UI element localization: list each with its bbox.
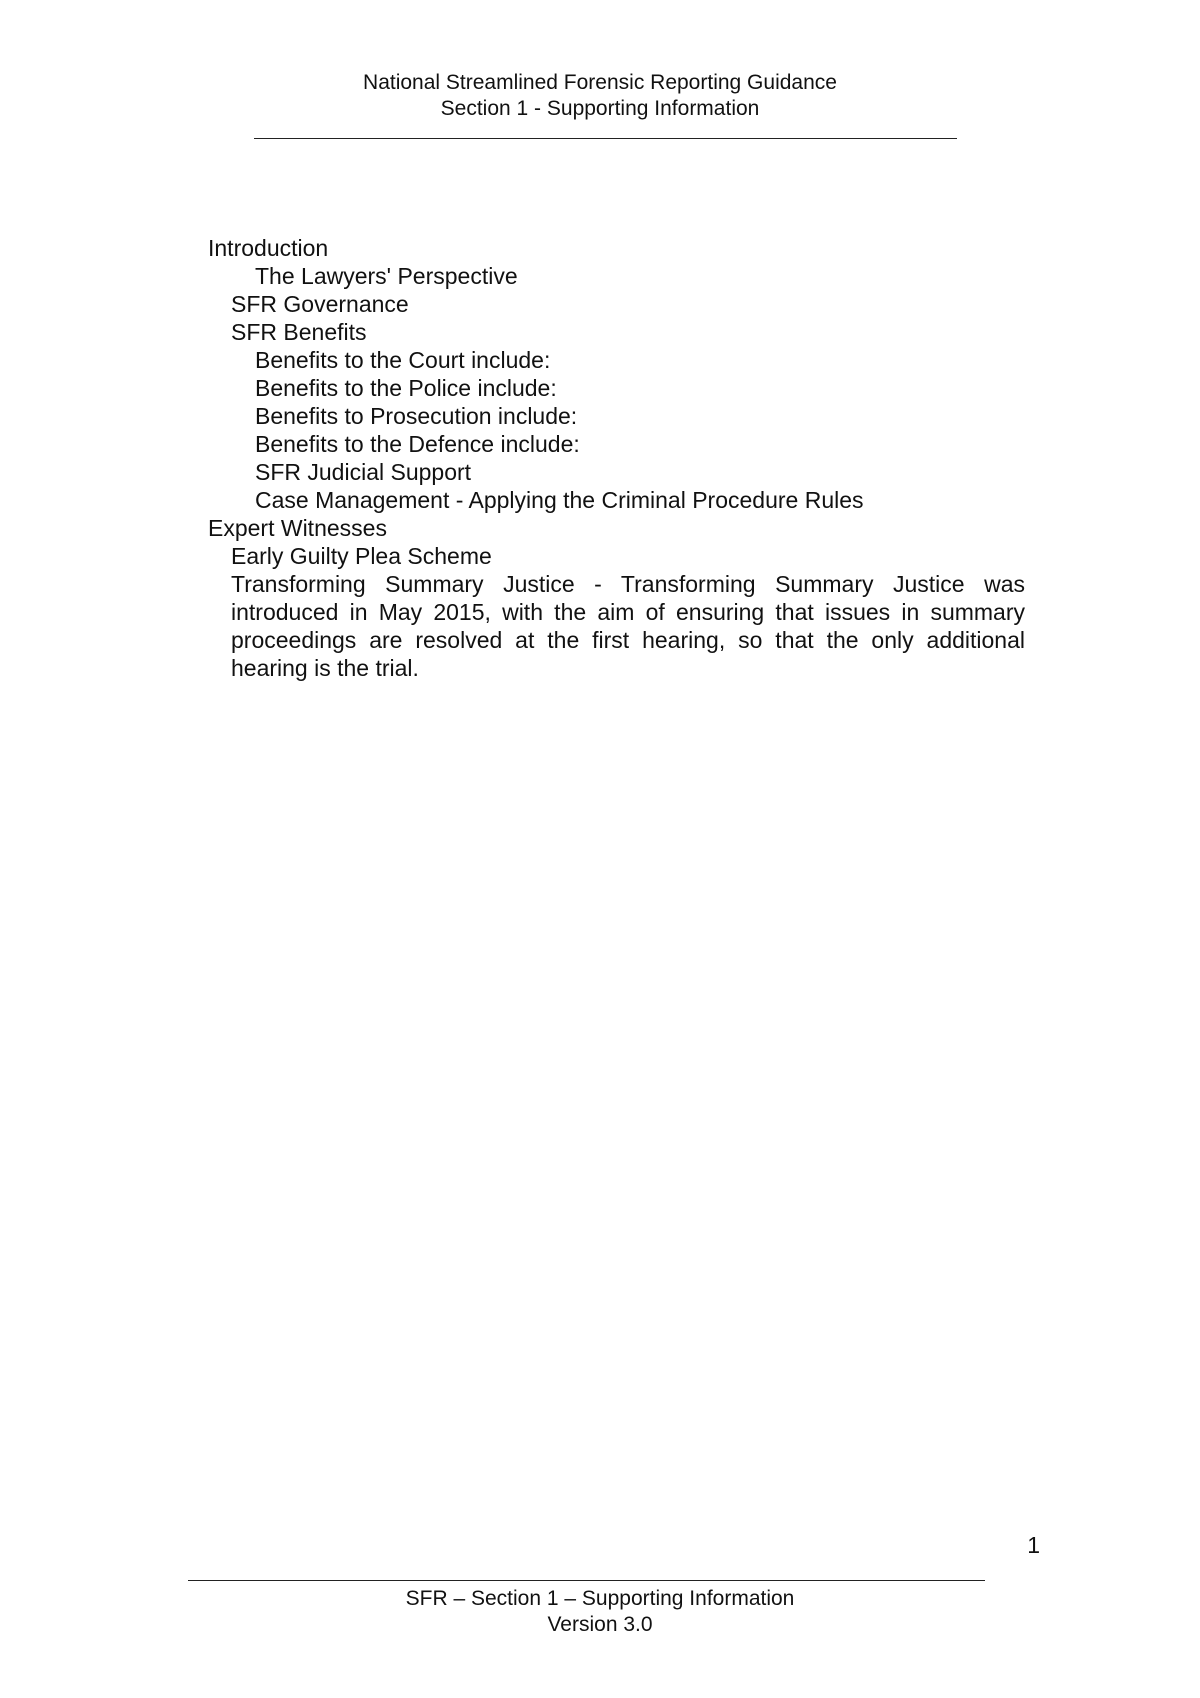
page-number: 1 xyxy=(1027,1532,1040,1558)
toc-expert-witnesses: Expert Witnesses xyxy=(208,515,387,541)
page-header xyxy=(0,70,1200,122)
toc-lawyers-perspective: The Lawyers' Perspective xyxy=(255,263,518,289)
toc-benefits-police: Benefits to the Police include: xyxy=(255,375,557,401)
toc-introduction: Introduction xyxy=(208,235,329,261)
header-subtitle: Section 1 - Supporting Information xyxy=(440,97,760,120)
toc-benefits-court: Benefits to the Court include: xyxy=(255,347,551,373)
toc-early-guilty-plea: Early Guilty Plea Scheme xyxy=(231,543,492,569)
table-of-contents xyxy=(208,234,1025,682)
header-title: National Streamlined Forensic Reporting Guidance xyxy=(363,71,837,94)
page-footer xyxy=(0,1586,1200,1638)
header-rule xyxy=(254,138,957,139)
footer-version: Version 3.0 xyxy=(547,1613,653,1636)
footer-rule xyxy=(188,1580,985,1581)
toc-judicial-support: SFR Judicial Support xyxy=(255,459,472,485)
toc-benefits-defence: Benefits to the Defence include: xyxy=(255,431,580,457)
footer-line-1: SFR – Section 1 – Supporting Information xyxy=(405,1587,795,1610)
toc-case-management: Case Management - Applying the Criminal Procedure Rules xyxy=(255,487,864,513)
toc-transforming-summary-justice: Transforming Summary Justice - Transforming Summary Justice was introduced in May 2015, with the aim of ensuring that issues in summary proceedings are resolved at the first hearing, so that the only additional hearing is the trial. xyxy=(231,571,1025,681)
toc-benefits-prosecution: Benefits to Prosecution include: xyxy=(255,403,578,429)
toc-sfr-governance: SFR Governance xyxy=(231,291,409,317)
toc-sfr-benefits: SFR Benefits xyxy=(231,319,367,345)
